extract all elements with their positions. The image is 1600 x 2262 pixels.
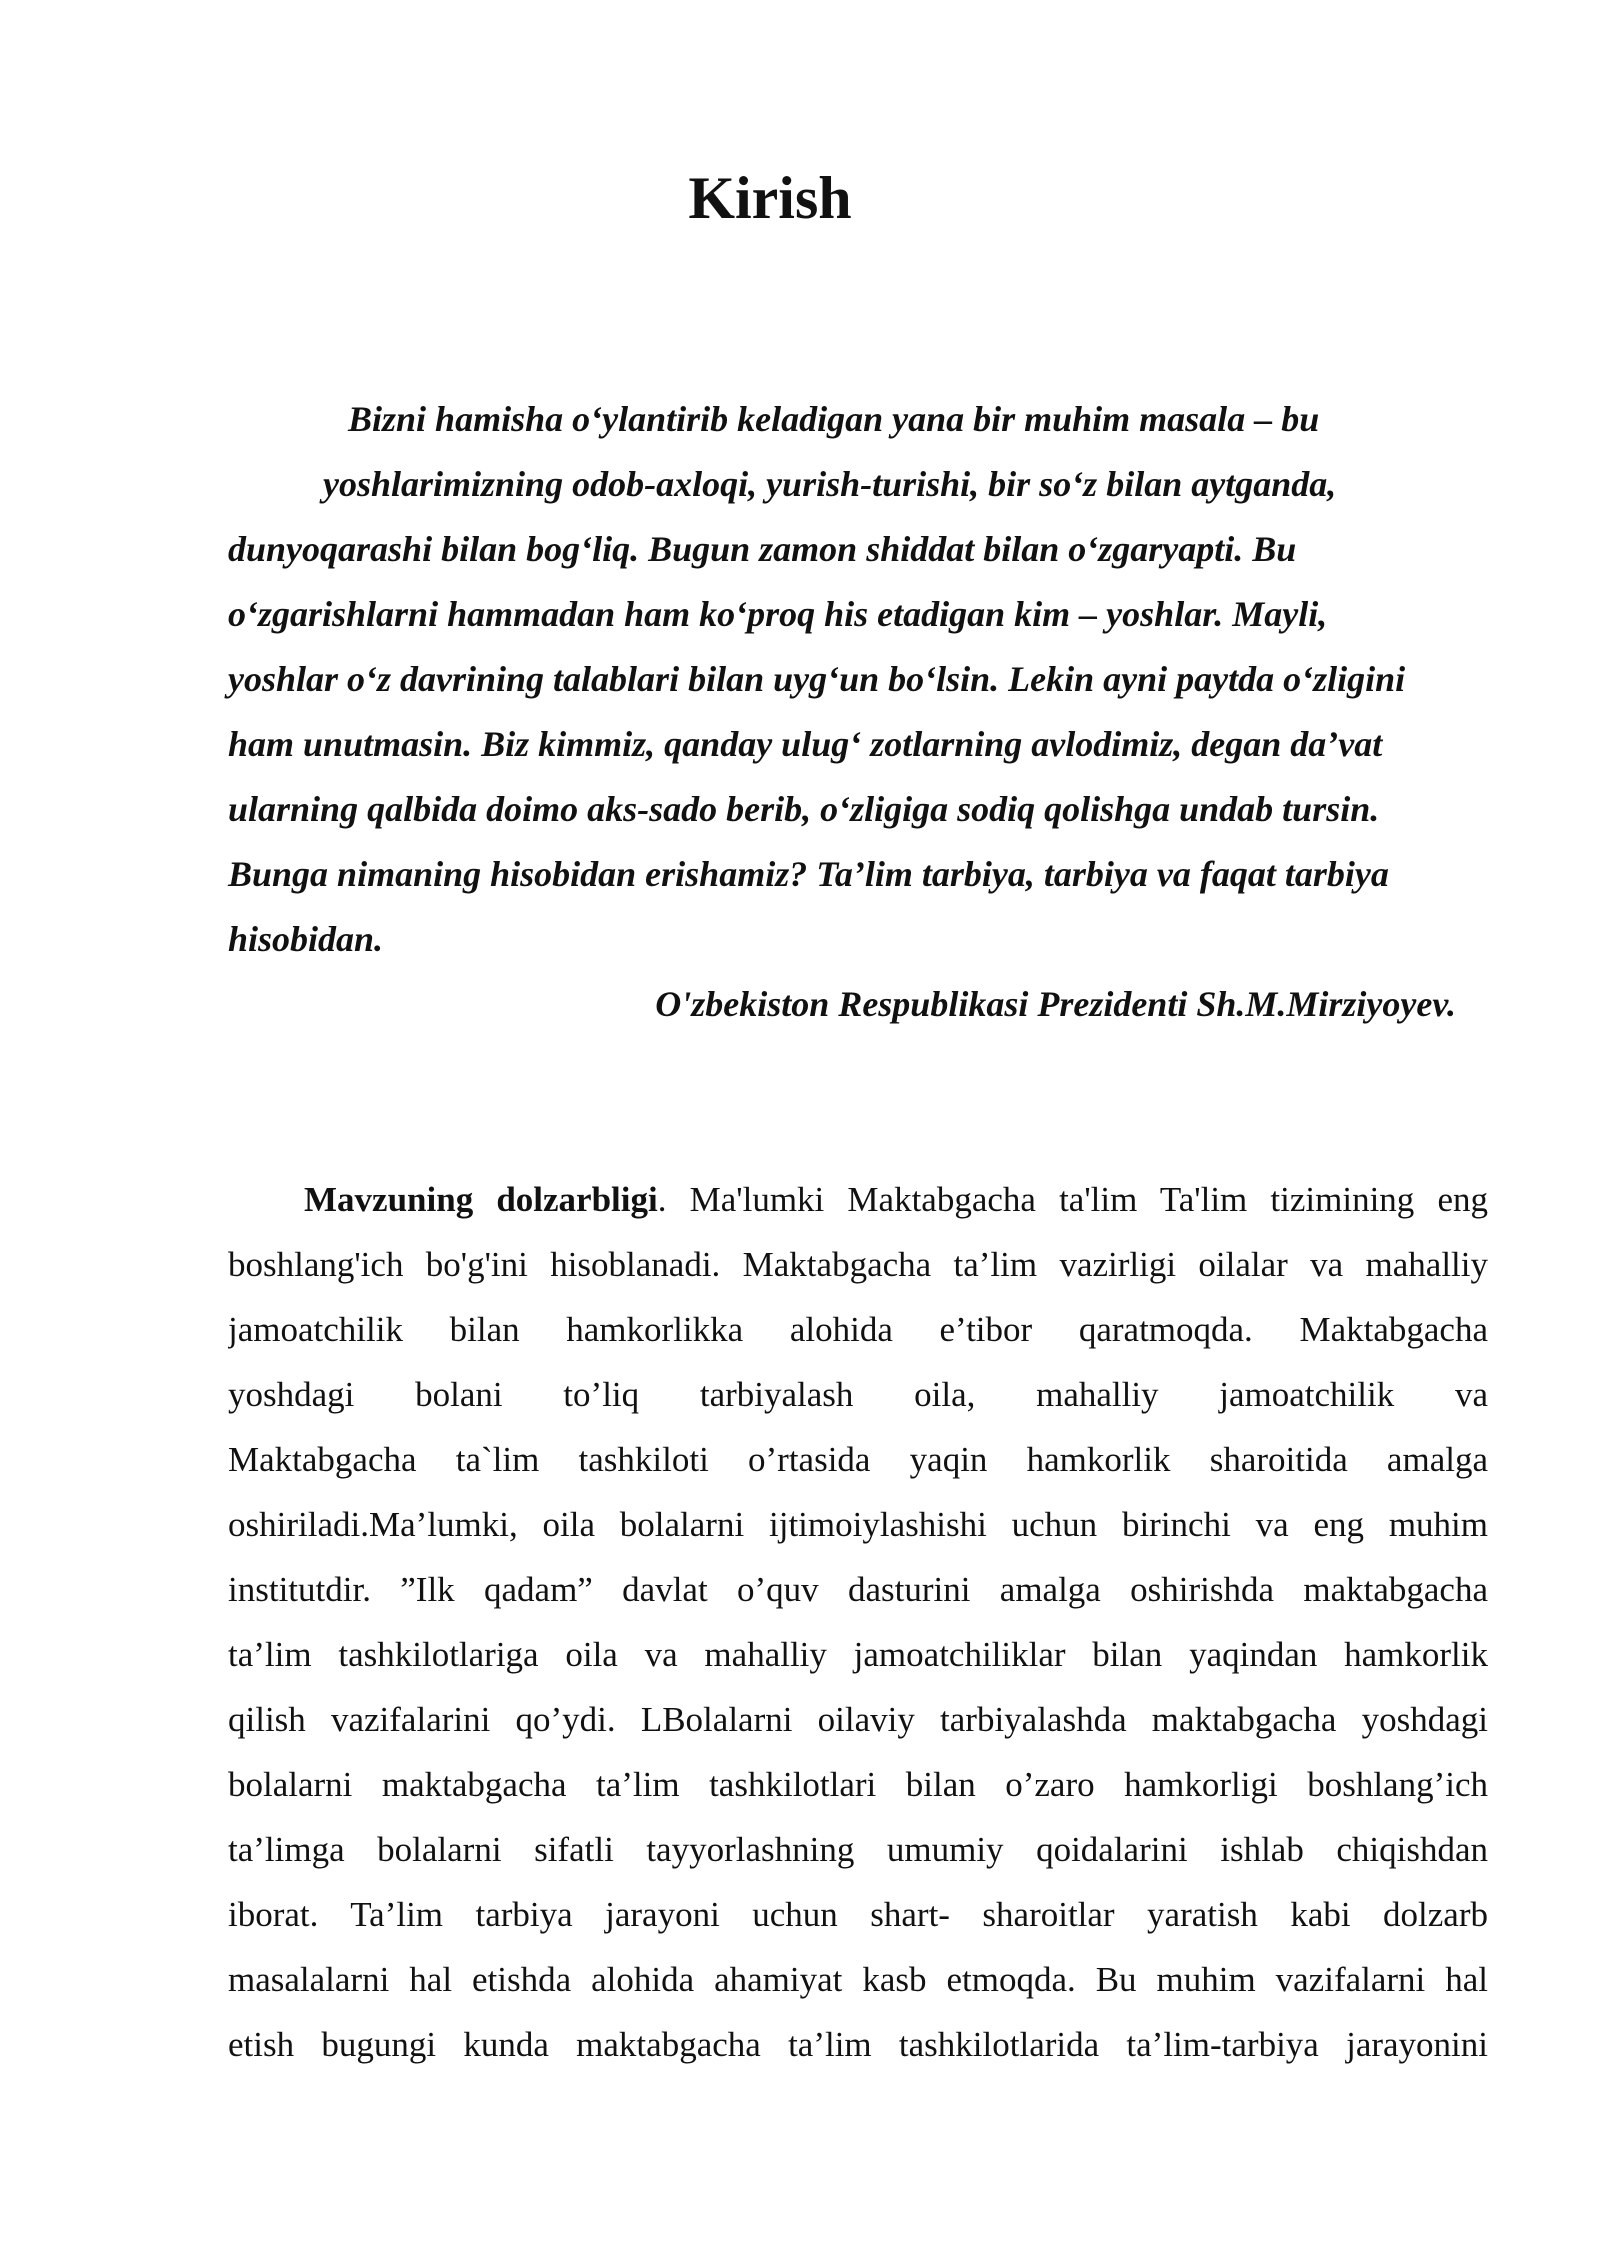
body-line: yoshdagi bolani to’liq tarbiyalash oila, mahalliy jamoatchilik va	[228, 1375, 1488, 1414]
epigraph-line: ham unutmasin. Biz kimmiz, qanday ulug‘ zotlarning avlodimiz, degan da’vat	[228, 724, 1383, 764]
epigraph-line: yoshlar o‘z davrining talablari bilan uyg‘un bo‘lsin. Lekin ayni paytda o‘zligini	[228, 659, 1406, 699]
body-line: Maktabgacha ta`lim tashkiloti o’rtasida yaqin hamkorlik sharoitida amalga	[228, 1440, 1488, 1479]
body-first-line	[228, 1167, 1488, 1232]
epigraph-line: ularning qalbida doimo aks-sado berib, o‘zligiga sodiq qolishga undab tursin.	[228, 789, 1380, 829]
section-heading: Mavzuning dolzarbligi	[304, 1180, 658, 1219]
epigraph-line: Bizni hamisha o‘ylantirib keladigan yana bir muhim masala – bu	[348, 399, 1320, 439]
body-line: bolalarni maktabgacha ta’lim tashkilotlari bilan o’zaro hamkorligi boshlang’ich	[228, 1765, 1488, 1804]
body-line: ta’lim tashkilotlariga oila va mahalliy jamoatchiliklar bilan yaqindan hamkorlik	[228, 1635, 1488, 1674]
epigraph-line: o‘zgarishlarni hammadan ham ko‘proq his etadigan kim – yoshlar. Mayli,	[228, 594, 1328, 634]
body-line: boshlang'ich bo'g'ini hisoblanadi. Maktabgacha ta’lim vazirligi oilalar va mahalliy	[228, 1245, 1488, 1284]
epigraph-line: Bunga nimaning hisobidan erishamiz? Ta’lim tarbiya, tarbiya va faqat tarbiya	[228, 854, 1389, 894]
epigraph-line: dunyoqarashi bilan bog‘liq. Bugun zamon shiddat bilan o‘zgaryapti. Bu	[228, 529, 1297, 569]
body-line-text: . Ma'lumki Maktabgacha ta'lim Ta'lim tizimining eng	[657, 1180, 1488, 1219]
body-line: jamoatchilik bilan hamkorlikka alohida e’tibor qaratmoqda. Maktabgacha	[228, 1310, 1488, 1349]
epigraph-line: hisobidan.	[228, 919, 384, 959]
epigraph-quote	[228, 387, 1496, 1037]
body-line: iborat. Ta’lim tarbiya jarayoni uchun shart- sharoitlar yaratish kabi dolzarb	[228, 1895, 1488, 1934]
page-title: Kirish	[688, 165, 852, 231]
body-line: ta’limga bolalarni sifatli tayyorlashning umumiy qoidalarini ishlab chiqishdan	[228, 1830, 1488, 1869]
epigraph-line: yoshlarimizning odob-axloqi, yurish-turishi, bir so‘z bilan aytganda,	[323, 464, 1337, 504]
epigraph-signature: O'zbekiston Respublikasi Prezidenti Sh.M.Mirziyoyev.	[655, 984, 1456, 1024]
body-line: masalalarni hal etishda alohida ahamiyat kasb etmoqda. Bu muhim vazifalarni hal	[228, 1960, 1488, 1999]
body-line: institutdir. ”Ilk qadam” davlat o’quv dasturini amalga oshirishda maktabgacha	[228, 1570, 1488, 1609]
body-line: qilish vazifalarini qo’ydi. LBolalarni oilaviy tarbiyalashda maktabgacha yoshdagi	[228, 1700, 1488, 1739]
body-line: etish bugungi kunda maktabgacha ta’lim tashkilotlarida ta’lim-tarbiya jarayonini	[228, 2025, 1488, 2064]
body-line: oshiriladi.Ma’lumki, oila bolalarni ijtimoiylashishi uchun birinchi va eng muhim	[228, 1505, 1488, 1544]
body-paragraph	[228, 1167, 1488, 2077]
